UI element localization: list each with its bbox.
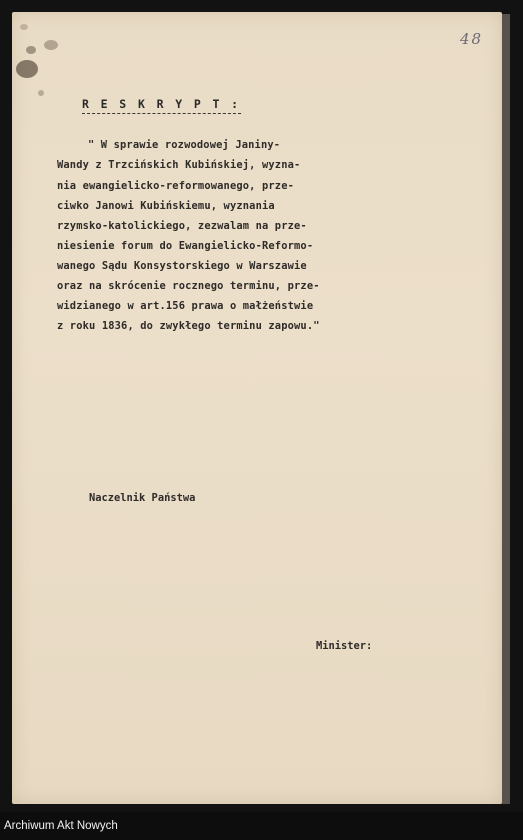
- body-line: z roku 1836, do zwykłego terminu zapowu.": [57, 320, 320, 332]
- body-line: " W sprawie rozwodowej Janiny-: [88, 139, 281, 151]
- page-number: 48: [460, 30, 484, 48]
- document-heading: R E S K R Y P T :: [82, 97, 241, 114]
- archive-name: Archiwum Akt Nowych: [4, 820, 118, 832]
- paper-edge: [500, 14, 510, 804]
- paper-stain: [26, 46, 36, 54]
- paper-stain: [20, 24, 28, 30]
- body-line: nia ewangielicko-reformowanego, prze-: [57, 180, 295, 192]
- body-line: ciwko Janowi Kubińskiemu, wyznania: [57, 200, 275, 212]
- paper-stain: [38, 90, 44, 96]
- body-line: oraz na skrócenie rocznego terminu, prze-: [57, 280, 320, 292]
- paper-stain: [16, 60, 38, 78]
- document-page: [12, 12, 502, 804]
- body-line: widzianego w art.156 prawa o małżeństwie: [57, 300, 314, 312]
- signature-head-of-state: Naczelnik Państwa: [89, 492, 196, 504]
- paper-stain: [44, 40, 58, 50]
- body-line: Wandy z Trzcińskich Kubińskiej, wyzna-: [57, 159, 301, 171]
- signature-minister: Minister:: [316, 640, 373, 652]
- body-line: niesienie forum do Ewangielicko-Reformo-: [57, 240, 314, 252]
- archive-footer: [0, 812, 523, 840]
- body-line: rzymsko-katolickiego, zezwalam na prze-: [57, 220, 307, 232]
- body-line: wanego Sądu Konsystorskiego w Warszawie: [57, 260, 307, 272]
